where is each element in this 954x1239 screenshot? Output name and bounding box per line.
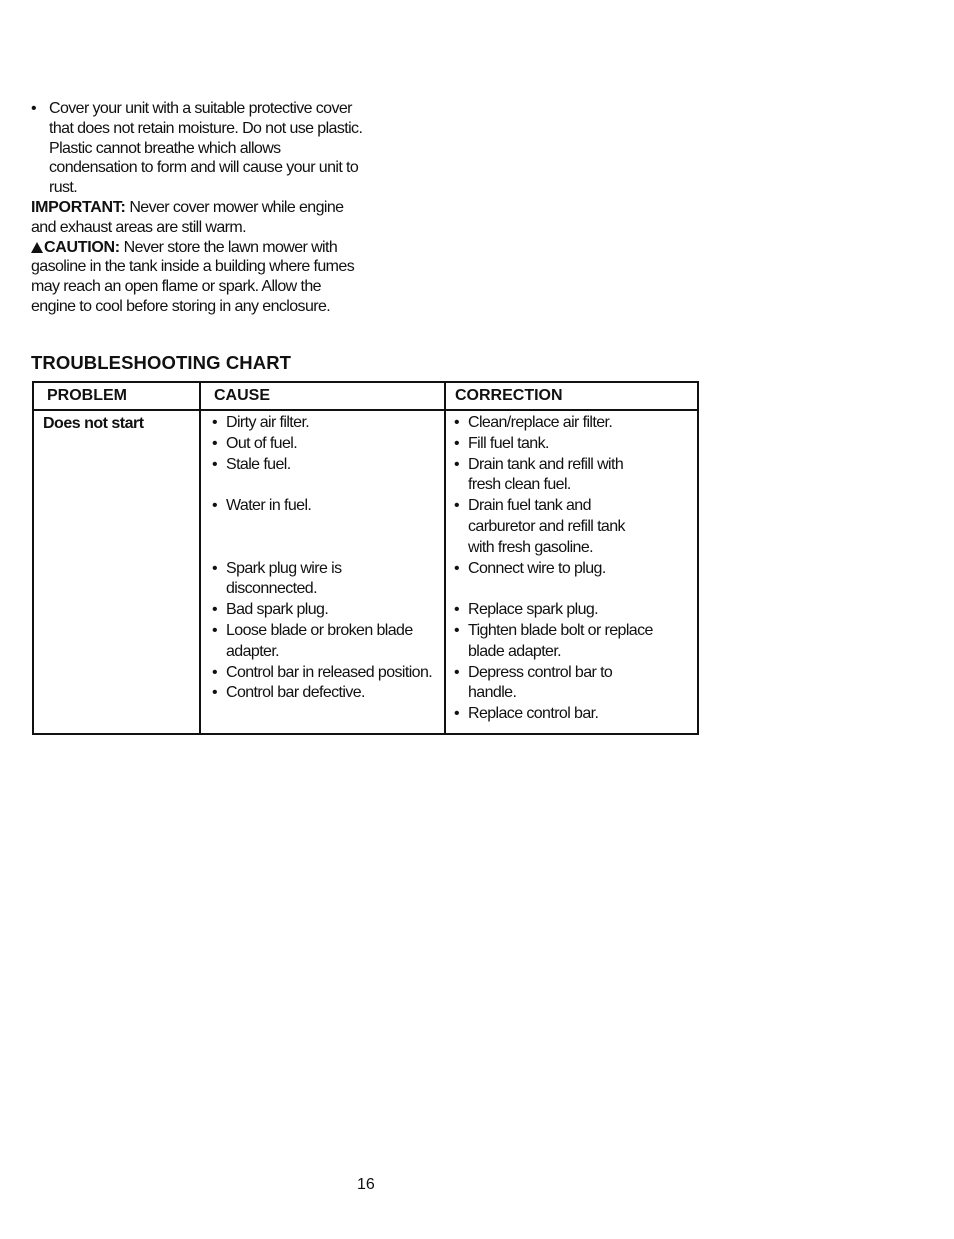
correction-item: • Depress control bar to handle.: [454, 663, 654, 705]
column-divider: [444, 383, 446, 733]
important-label: IMPORTANT:: [31, 198, 126, 216]
page-number: 16: [357, 1176, 375, 1193]
caution-note: [31, 238, 366, 317]
correction-item: • Fill fuel tank.: [454, 434, 654, 455]
important-note: [31, 198, 366, 238]
storage-instructions: [31, 99, 366, 317]
caution-label: CAUTION:: [44, 238, 120, 256]
bullet-dot: •: [31, 100, 37, 117]
correction-item: • Drain tank and refill with fresh clean fuel.: [454, 455, 654, 497]
problem-column-header: PROBLEM: [47, 387, 127, 404]
caution-text: Never store the lawn mower with gasoline in the tank inside a building where fumes may reach an open flame or spark. Allow the engine to cool before storing in any enclosure.: [31, 238, 355, 315]
cause-item: • Dirty air filter.: [212, 413, 434, 434]
column-divider: [199, 383, 201, 733]
cause-item: • Control bar in released position.: [212, 663, 434, 684]
correction-column-header: CORRECTION: [455, 387, 563, 404]
correction-item: • Clean/replace air filter.: [454, 413, 654, 434]
important-text: Never cover mower while engine and exhaust areas are still warm.: [31, 198, 344, 236]
cause-item: • Out of fuel.: [212, 434, 434, 455]
cause-item: • Bad spark plug.: [212, 600, 434, 621]
cause-column-header: CAUSE: [214, 387, 271, 404]
correction-item: • Replace control bar.: [454, 704, 654, 725]
problem-cell: Does not start: [43, 415, 144, 432]
correction-item: • Replace spark plug.: [454, 600, 654, 621]
cause-item: • Loose blade or broken blade adapter.: [212, 621, 434, 663]
cover-unit-text: Cover your unit with a suitable protective cover that does not retain moisture. Do not use plastic. Plastic cannot breathe which allows condensation to form and will cause your unit to rust.: [49, 100, 363, 197]
correction-item: • Connect wire to plug.: [454, 559, 654, 580]
cause-item: • Spark plug wire is disconnected.: [212, 559, 434, 601]
cause-item: • Water in fuel.: [212, 496, 434, 517]
cause-list: [212, 413, 434, 704]
header-divider: [34, 409, 697, 411]
correction-item: • Tighten blade bolt or replace blade adapter.: [454, 621, 654, 663]
correction-list: [454, 413, 654, 725]
cover-unit-bullet: [31, 99, 366, 198]
cause-item: • Control bar defective.: [212, 683, 434, 704]
troubleshooting-table: [32, 381, 699, 735]
warning-triangle-icon: [31, 242, 43, 253]
troubleshooting-chart-title: TROUBLESHOOTING CHART: [31, 352, 292, 373]
cause-item: • Stale fuel.: [212, 455, 434, 476]
correction-item: • Drain fuel tank and carburetor and refill tank with fresh gasoline.: [454, 496, 654, 558]
